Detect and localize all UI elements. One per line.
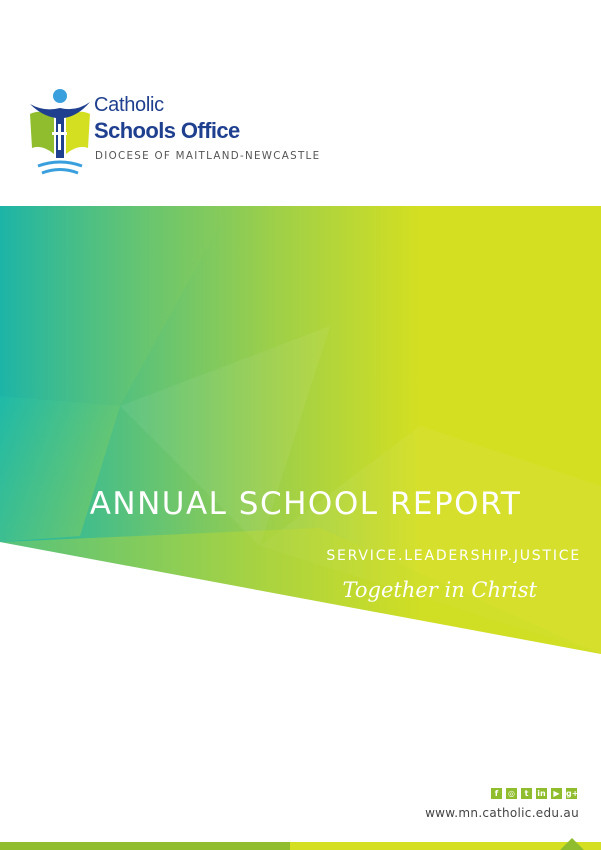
logo-text-catholic: Catholic xyxy=(94,94,164,116)
footer-bar xyxy=(0,838,601,850)
website-link[interactable]: www.mn.catholic.edu.au xyxy=(425,806,579,820)
google-plus-icon[interactable]: g+ xyxy=(566,789,579,798)
tagline-text: Together in Christ xyxy=(342,578,537,602)
social-icons xyxy=(491,788,577,799)
values-text: SERVICE.LEADERSHIP.JUSTICE xyxy=(326,548,581,564)
linkedin-icon[interactable]: in xyxy=(537,789,546,798)
logo-text-schools-office: Schools Office xyxy=(94,118,240,143)
instagram-icon[interactable]: ◎ xyxy=(506,788,517,799)
cso-logo xyxy=(24,84,344,180)
cso-logo-icon xyxy=(24,84,96,180)
twitter-icon[interactable]: t xyxy=(521,788,532,799)
logo-text-diocese: DIOCESE OF MAITLAND-NEWCASTLE xyxy=(95,150,321,162)
report-title: ANNUAL SCHOOL REPORT xyxy=(89,486,522,522)
facebook-icon[interactable]: f xyxy=(491,788,502,799)
footer-bar-graphic xyxy=(0,838,601,850)
youtube-icon[interactable]: ▶ xyxy=(551,788,562,799)
